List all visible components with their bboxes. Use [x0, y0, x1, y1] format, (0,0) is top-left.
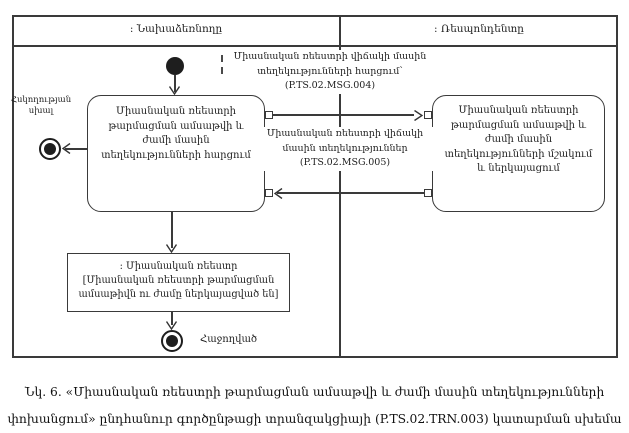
control-error-label: Հսկողության սխալ [10, 95, 72, 117]
final-node-success-dot [166, 335, 178, 347]
response-message-line: Միասնական ռեեստրի վիճակի [266, 128, 424, 139]
input-pin [265, 189, 273, 197]
arrowhead-left-icon [62, 143, 71, 154]
response-message-code: (P.TS.02.MSG.005) [299, 157, 391, 168]
object-node-title: : Միասնական ռեեստր [119, 261, 238, 272]
edge-request-message [273, 114, 414, 116]
dash-mark [221, 67, 223, 74]
object-node-state: [Միասնական ռեեստրի թարմացման ամսաթիվն ու ժամը ներկայացված են] [78, 274, 279, 300]
edge-request-to-object [171, 212, 173, 248]
edge-response-message [277, 192, 424, 194]
arrowhead-down-icon [169, 86, 180, 95]
request-message-label [228, 50, 432, 94]
arrowhead-down-icon [166, 321, 177, 330]
figure-caption-line: Նկ. 6. «Միասնական ռեեստրի թարմացման ամսաթվի և ժամի մասին տեղեկությունների [24, 385, 605, 399]
figure-caption-line: փոխանցում» ընդհանուր գործընթացի տրանզակցիայի (P.TS.02.TRN.003) կատարման սխեմա [7, 412, 622, 426]
dash-mark [221, 55, 223, 62]
arrowhead-right-icon [414, 110, 423, 121]
initial-node [166, 57, 184, 75]
output-pin [265, 111, 273, 119]
activity-request-info: Միասնական ռեեստրի թարմացման ամսաթվի և ժամի մասին տեղեկությունների հարցում [87, 95, 265, 212]
output-pin [424, 189, 432, 197]
request-message-code: (P.TS.02.MSG.004) [284, 80, 376, 91]
response-message-line: մասին տեղեկություններ [282, 142, 408, 154]
request-message-line: տեղեկությունների հարցում՝ [257, 65, 403, 77]
swimlane-header-initiator: : Նախաձեռնողը [129, 23, 223, 35]
swimlane-header-separator [12, 45, 618, 47]
object-node-unified-register [67, 253, 290, 312]
final-node-error-dot [44, 143, 56, 155]
success-label: Հաջողված [200, 334, 258, 345]
input-pin [424, 111, 432, 119]
swimlane-header-respondent: : Ռեսպոնդենտը [434, 23, 524, 35]
arrowhead-left-icon [274, 188, 283, 199]
arrowhead-down-icon [166, 244, 177, 253]
response-message-label [253, 127, 437, 171]
figure-caption [0, 379, 629, 433]
request-message-line: Միասնական ռեեստրի վիճակի մասին [233, 51, 427, 62]
activity-process-info: Միասնական ռեեստրի թարմացման ամսաթվի և ժամի մասին տեղեկությունների մշակում և ներկայացում [432, 95, 605, 212]
